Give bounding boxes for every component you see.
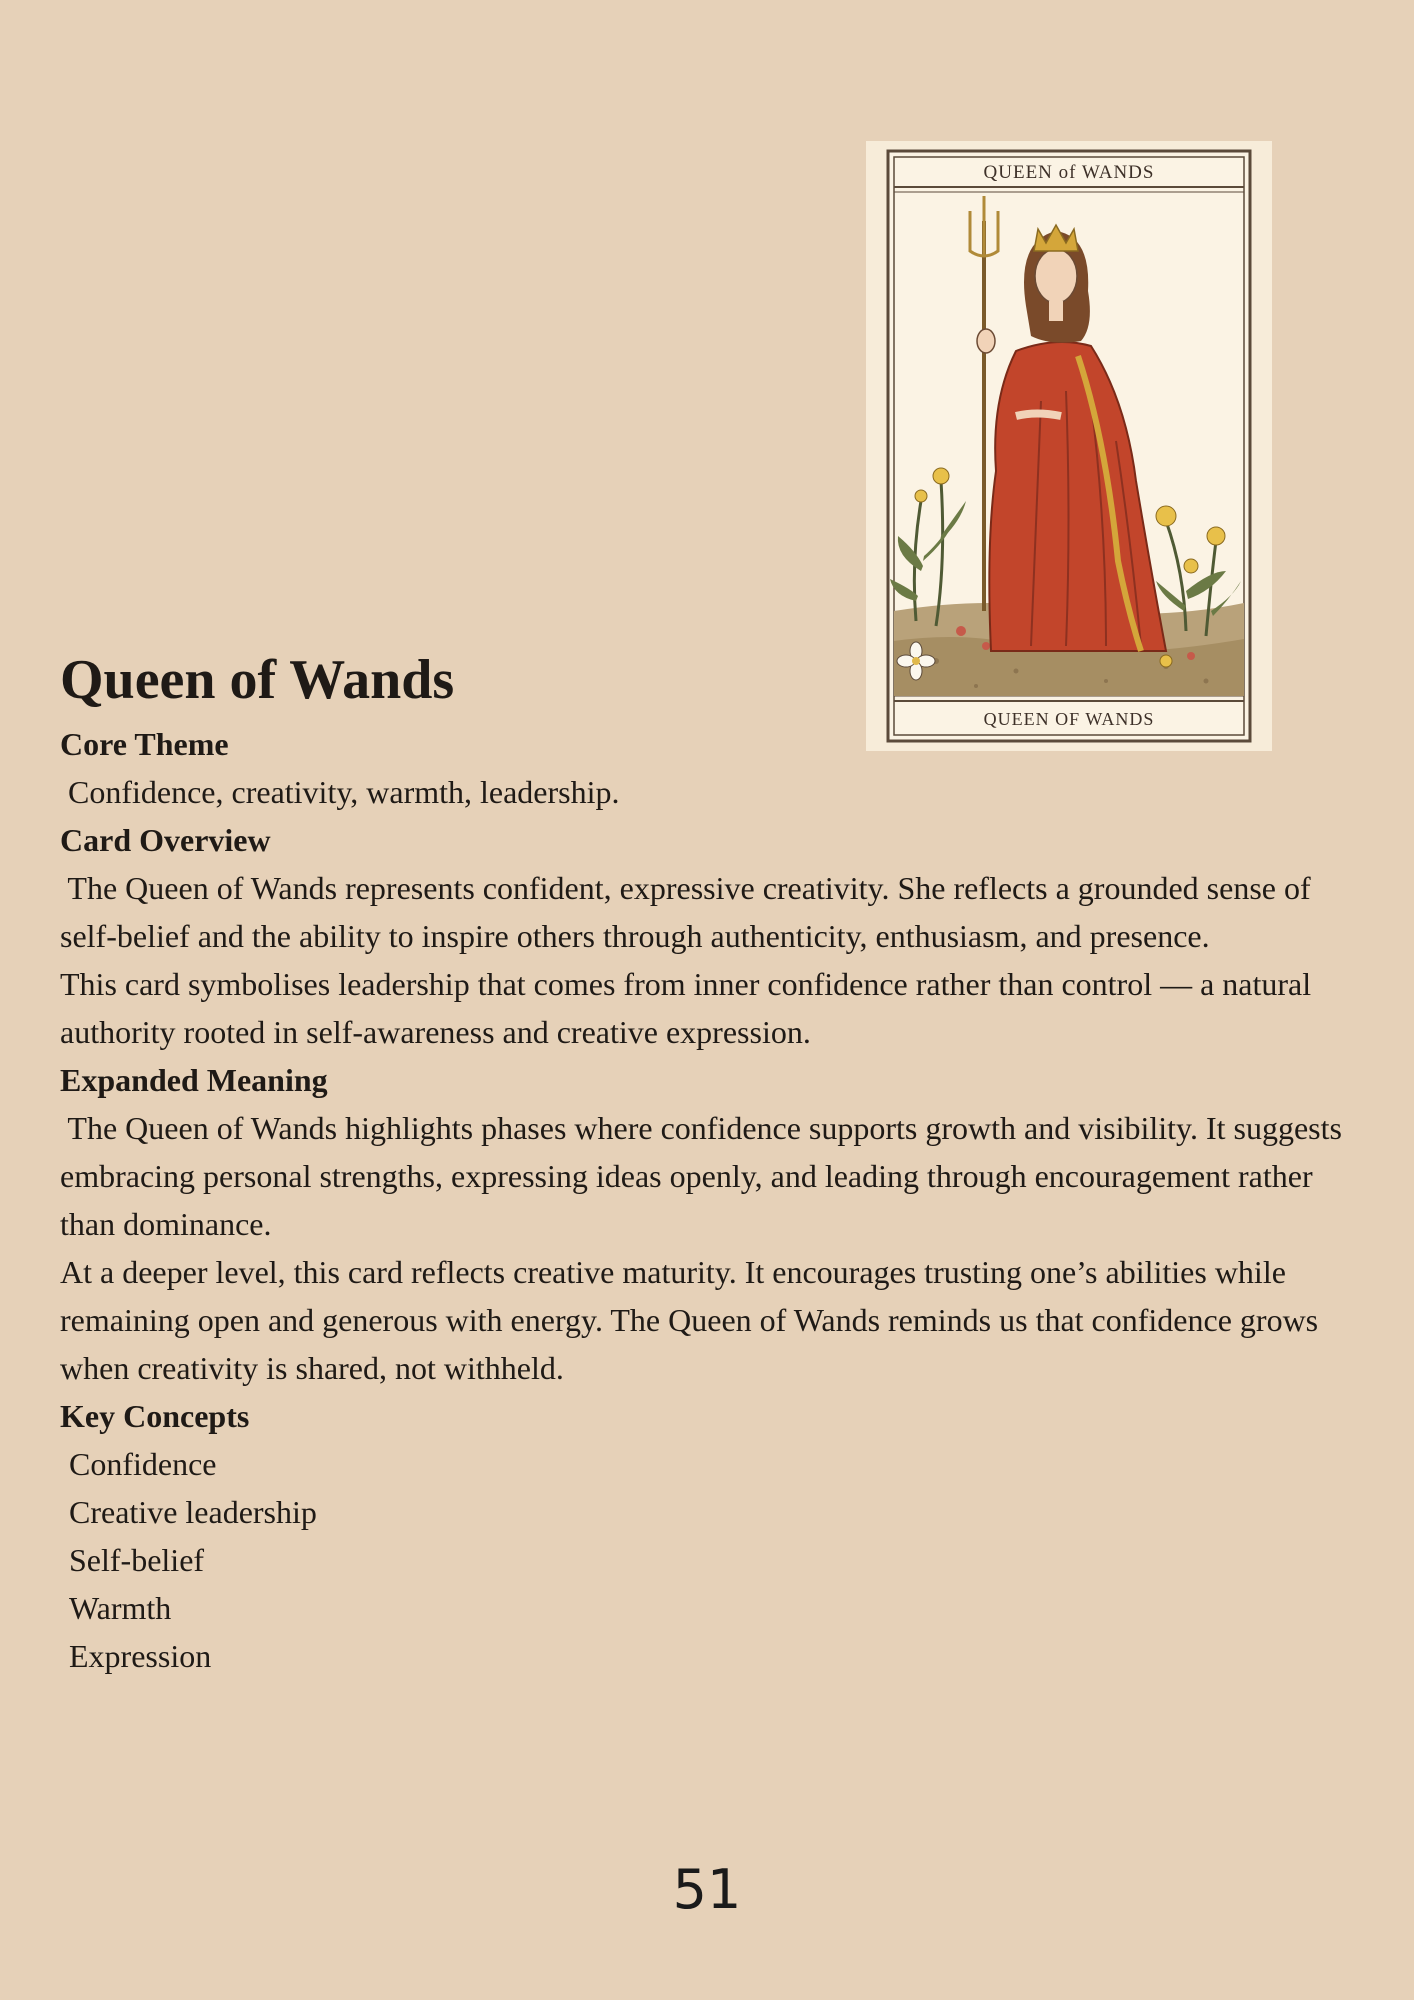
list-item: Warmth — [69, 1590, 172, 1626]
card-bottom-label: QUEEN OF WANDS — [983, 709, 1155, 729]
list-item: Expression — [69, 1638, 212, 1674]
card-top-label: QUEEN of WANDS — [983, 162, 1155, 183]
main-content — [60, 640, 1350, 1680]
key-concepts-list — [60, 1440, 1350, 1680]
expanded-meaning-paragraph-1: The Queen of Wands highlights phases where confidence supports growth and visibility. It suggests embracing personal strengths, expressing ideas openly, and leading through encouragement rather than dominance. — [60, 1110, 1342, 1242]
card-overview-paragraph-2: This card symbolises leadership that comes from inner confidence rather than control — a natural authority rooted in self-awareness and creative expression. — [60, 966, 1312, 1050]
card-overview-heading: Card Overview — [60, 822, 271, 858]
list-item: Self-belief — [69, 1542, 205, 1578]
core-theme-heading: Core Theme — [60, 726, 229, 762]
expanded-meaning-paragraph-2: At a deeper level, this card reflects creative maturity. It encourages trusting one’s abilities while remaining open and generous with energy. The Queen of Wands reminds us that confidence grows when creativity is shared, not withheld. — [60, 1254, 1319, 1386]
key-concepts-heading: Key Concepts — [60, 1398, 250, 1434]
list-item: Creative leadership — [69, 1494, 317, 1530]
core-theme-text: Confidence, creativity, warmth, leadership. — [68, 774, 620, 810]
list-item: Confidence — [69, 1446, 217, 1482]
page-title: Queen of Wands — [60, 649, 455, 711]
page-number: 51 — [672, 1858, 742, 1921]
card-overview-paragraph-1: The Queen of Wands represents confident, expressive creativity. She reflects a grounded sense of self-belief and the ability to inspire others through authenticity, enthusiasm, and presence. — [60, 870, 1311, 954]
expanded-meaning-heading: Expanded Meaning — [60, 1062, 328, 1098]
